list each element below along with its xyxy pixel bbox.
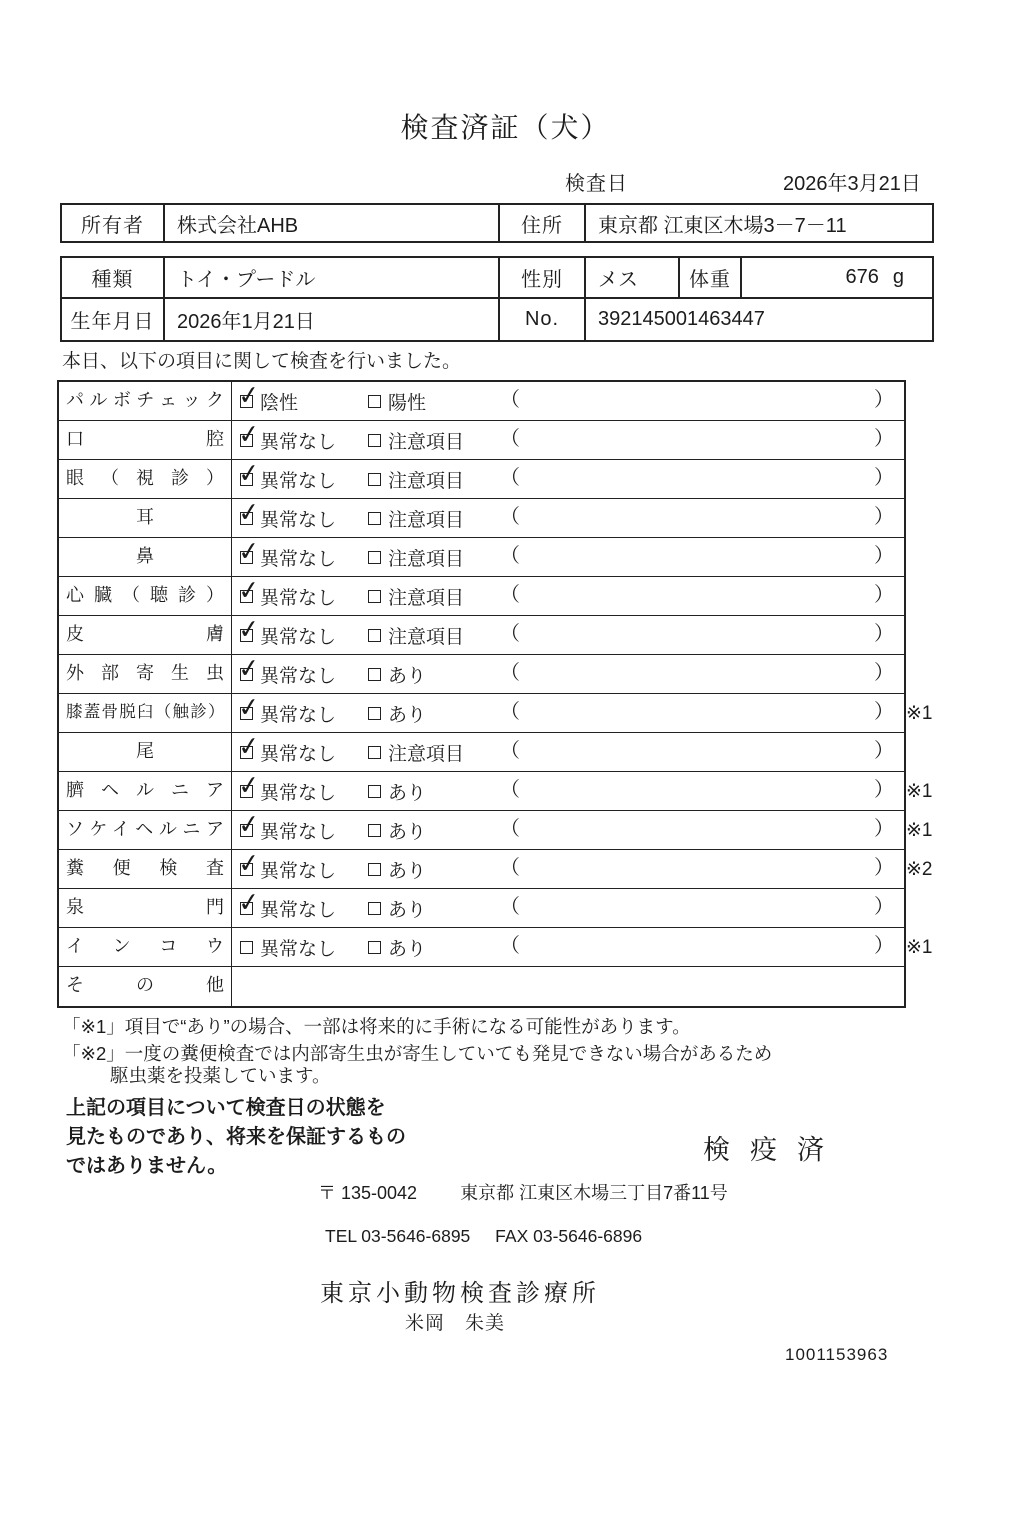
document-serial-number: 1001153963 — [785, 1345, 889, 1364]
clinic-address: 東京都 江東区木場三丁目7番11号 — [460, 1183, 728, 1203]
table-row-heart — [59, 577, 904, 616]
checkbox-option2 — [368, 785, 381, 798]
paren-close: ） — [874, 896, 894, 918]
table-row-inguinal-hernia — [59, 811, 933, 850]
table-row-fecal-exam — [59, 850, 933, 889]
row-options — [232, 694, 904, 732]
inspection-table — [57, 380, 933, 1008]
weight-label: 体重 — [680, 258, 742, 297]
pet-row-1 — [62, 258, 932, 299]
weight-value-cell — [742, 258, 932, 297]
option2-label: 注意項目 — [388, 743, 465, 765]
checkbox-option2 — [368, 395, 381, 408]
checkbox-option2 — [368, 707, 381, 720]
paren-open: （ — [500, 584, 520, 606]
option1-label: 異常なし — [260, 821, 337, 843]
paren-close: ） — [874, 428, 894, 450]
paren-open: （ — [500, 818, 520, 840]
paren-close: ） — [874, 584, 894, 606]
veterinarian-name: 米岡 朱美 — [405, 1313, 506, 1334]
row-options — [232, 460, 904, 498]
checkbox-option2 — [368, 473, 381, 486]
breed-label: 種類 — [62, 258, 165, 297]
paren-close: ） — [874, 857, 894, 879]
clinic-fax: FAX 03-5646-6896 — [495, 1226, 643, 1246]
paren-open: （ — [500, 857, 520, 879]
paren-close: ） — [874, 506, 894, 528]
table-row-ectoparasites — [59, 655, 904, 694]
row-options — [232, 967, 904, 1006]
paren-close: ） — [874, 701, 894, 723]
owner-value: 株式会社AHB — [165, 205, 500, 241]
paren-open: （ — [500, 896, 520, 918]
row-options — [232, 655, 904, 693]
checkbox-option1 — [240, 551, 253, 564]
row-label: 外部寄生虫 — [59, 655, 232, 693]
checkbox-option2 — [368, 668, 381, 681]
footnote-2-line2: 駆虫薬を投薬しています。 — [110, 1065, 331, 1086]
row-label: 泉門 — [59, 889, 232, 927]
paren-close: ） — [874, 818, 894, 840]
paren-open: （ — [500, 389, 520, 411]
row-label: パルボチェック — [59, 382, 232, 420]
row-label: 眼（視診） — [59, 460, 232, 498]
checkbox-option2 — [368, 902, 381, 915]
table-row-skin — [59, 616, 904, 655]
breed-value: トイ・プードル — [165, 258, 500, 297]
checkbox-option1 — [240, 902, 253, 915]
note-mark: ※1 — [906, 820, 933, 841]
checkbox-option1 — [240, 746, 253, 759]
row-options — [232, 577, 904, 615]
row-label: 口腔 — [59, 421, 232, 459]
table-row-oral — [59, 421, 904, 460]
checkbox-option1 — [240, 941, 253, 954]
address-label: 住所 — [500, 205, 586, 241]
table-row-parvo — [59, 382, 904, 421]
option2-label: 注意項目 — [388, 548, 465, 570]
checkbox-option2 — [368, 824, 381, 837]
page-title: 検査済証（犬） — [400, 112, 611, 143]
checkbox-option2 — [368, 551, 381, 564]
owner-table — [60, 203, 934, 243]
option1-label: 異常なし — [260, 470, 337, 492]
note-mark: ※1 — [906, 703, 933, 724]
intro-text: 本日、以下の項目に関して検査を行いました。 — [62, 351, 462, 372]
option2-label: あり — [388, 821, 427, 843]
option1-label: 異常なし — [260, 860, 337, 882]
checkbox-option2 — [368, 434, 381, 447]
row-label: 膝蓋骨脱臼（触診） — [59, 694, 232, 732]
paren-open: （ — [500, 662, 520, 684]
table-row-fontanelle — [59, 889, 904, 928]
paren-open: （ — [500, 467, 520, 489]
paren-close: ） — [874, 623, 894, 645]
note-mark: ※1 — [906, 781, 933, 802]
pet-table — [60, 256, 934, 342]
disclaimer-line1: 上記の項目について検査日の状態を — [66, 1097, 386, 1119]
disclaimer-text — [66, 1094, 406, 1181]
pet-row-2 — [62, 299, 932, 340]
row-label: 耳 — [59, 499, 232, 537]
option1-label: 陰性 — [260, 392, 299, 414]
checkbox-option1 — [240, 863, 253, 876]
row-label: 心臓（聴診） — [59, 577, 232, 615]
checkbox-option1 — [240, 668, 253, 681]
checkbox-option1 — [240, 590, 253, 603]
table-row-tail — [59, 733, 904, 772]
table-row-eyes — [59, 460, 904, 499]
address-value: 東京都 江東区木場3－7－11 — [598, 214, 847, 237]
row-label: その他 — [59, 967, 232, 1006]
quarantine-stamp: 検疫済 — [703, 1135, 844, 1165]
table-row-other — [59, 967, 904, 1006]
option1-label: 異常なし — [260, 665, 337, 687]
sex-label: 性別 — [500, 258, 586, 297]
paren-open: （ — [500, 506, 520, 528]
checkbox-option2 — [368, 863, 381, 876]
birth-label: 生年月日 — [62, 299, 165, 340]
row-label: インコウ — [59, 928, 232, 966]
disclaimer-line3: ではありません。 — [66, 1155, 228, 1177]
clinic-address-line — [318, 1179, 728, 1205]
microchip-no-value: 392145001463447 — [598, 308, 765, 330]
row-options — [232, 616, 904, 654]
row-options — [232, 733, 904, 771]
microchip-no-label: No. — [500, 299, 586, 340]
option2-label: あり — [388, 665, 427, 687]
option1-label: 異常なし — [260, 743, 337, 765]
clinic-name: 東京小動物検査診療所 — [320, 1280, 600, 1307]
table-row-ears — [59, 499, 904, 538]
note-mark: ※2 — [906, 859, 933, 880]
clinic-phone-line — [325, 1226, 642, 1247]
checkbox-option2 — [368, 512, 381, 525]
disclaimer-line2: 見たものであり、将来を保証するもの — [66, 1126, 406, 1148]
row-options — [232, 772, 904, 810]
row-label: 鼻 — [59, 538, 232, 576]
inspection-date-label: 検査日 — [565, 173, 628, 195]
row-options — [232, 889, 904, 927]
row-label: 皮膚 — [59, 616, 232, 654]
option2-label: 注意項目 — [388, 470, 465, 492]
row-label: 尾 — [59, 733, 232, 771]
paren-close: ） — [874, 740, 894, 762]
paren-open: （ — [500, 428, 520, 450]
option2-label: 注意項目 — [388, 626, 465, 648]
table-row-umbilical-hernia — [59, 772, 933, 811]
checkbox-option2 — [368, 941, 381, 954]
paren-close: ） — [874, 662, 894, 684]
option1-label: 異常なし — [260, 938, 337, 960]
row-options — [232, 811, 904, 849]
row-options — [232, 850, 904, 888]
row-label: 臍ヘルニア — [59, 772, 232, 810]
weight-unit: g — [892, 266, 904, 288]
footnote-2-line1: 「※2」一度の糞便検査では内部寄生虫が寄生していても発見できない場合があるため — [62, 1043, 773, 1064]
checkbox-option1 — [240, 395, 253, 408]
option2-label: 注意項目 — [388, 431, 465, 453]
paren-close: ） — [874, 545, 894, 567]
postal-code: 〒 135-0042 — [318, 1183, 418, 1203]
option2-label: あり — [388, 938, 427, 960]
sex-value: メス — [586, 258, 680, 297]
option1-label: 異常なし — [260, 548, 337, 570]
option2-label: 注意項目 — [388, 509, 465, 531]
row-label: ソケイヘルニア — [59, 811, 232, 849]
owner-label: 所有者 — [62, 205, 165, 241]
row-options — [232, 382, 904, 420]
option1-label: 異常なし — [260, 782, 337, 804]
checkbox-option2 — [368, 746, 381, 759]
checkbox-option1 — [240, 434, 253, 447]
option1-label: 異常なし — [260, 626, 337, 648]
paren-close: ） — [874, 467, 894, 489]
paren-open: （ — [500, 545, 520, 567]
option2-label: 陽性 — [388, 392, 427, 414]
paren-close: ） — [874, 935, 894, 957]
checkbox-option1 — [240, 512, 253, 525]
option1-label: 異常なし — [260, 587, 337, 609]
option2-label: あり — [388, 782, 427, 804]
checkbox-option2 — [368, 590, 381, 603]
checkbox-option1 — [240, 785, 253, 798]
table-row-nose — [59, 538, 904, 577]
table-row-cryptorchidism — [59, 928, 933, 967]
paren-close: ） — [874, 389, 894, 411]
option2-label: あり — [388, 860, 427, 882]
row-options — [232, 538, 904, 576]
checkbox-option1 — [240, 473, 253, 486]
checkbox-option1 — [240, 629, 253, 642]
birth-value: 2026年1月21日 — [165, 299, 500, 340]
option1-label: 異常なし — [260, 899, 337, 921]
row-label: 糞便検査 — [59, 850, 232, 888]
row-options — [232, 928, 904, 966]
option1-label: 異常なし — [260, 431, 337, 453]
note-mark: ※1 — [906, 937, 933, 958]
checkbox-option1 — [240, 824, 253, 837]
weight-value: 676 — [845, 266, 879, 288]
paren-close: ） — [874, 779, 894, 801]
option2-label: 注意項目 — [388, 587, 465, 609]
checkbox-option2 — [368, 629, 381, 642]
row-options — [232, 421, 904, 459]
option2-label: あり — [388, 899, 427, 921]
checkbox-option1 — [240, 707, 253, 720]
table-row-patella — [59, 694, 933, 733]
paren-open: （ — [500, 935, 520, 957]
paren-open: （ — [500, 740, 520, 762]
clinic-tel: TEL 03-5646-6895 — [325, 1226, 471, 1246]
footnote-1: 「※1」項目で“あり”の場合、一部は将来的に手術になる可能性があります。 — [62, 1016, 691, 1037]
row-options — [232, 499, 904, 537]
option2-label: あり — [388, 704, 427, 726]
paren-open: （ — [500, 701, 520, 723]
inspection-date-value: 2026年3月21日 — [783, 173, 921, 195]
paren-open: （ — [500, 779, 520, 801]
option1-label: 異常なし — [260, 509, 337, 531]
paren-open: （ — [500, 623, 520, 645]
option1-label: 異常なし — [260, 704, 337, 726]
